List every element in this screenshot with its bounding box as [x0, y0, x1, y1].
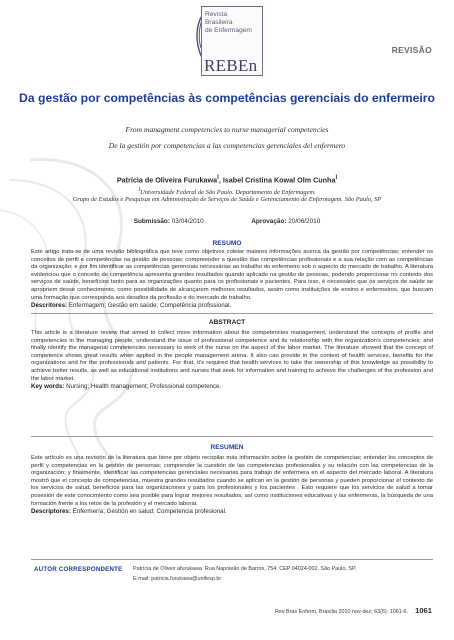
resumo-section	[31, 249, 433, 310]
corresponding-author-email: E-mail: patricia.furukawa@unifesp.br	[133, 576, 222, 582]
approved-label: Aprovação:	[251, 218, 287, 225]
section-divider	[31, 559, 433, 560]
submitted-label: Submissão:	[133, 218, 170, 225]
corresponding-author-label: AUTOR CORRESPONDENTE	[34, 566, 123, 573]
submission-dates	[0, 218, 454, 225]
author-separator: ,	[218, 175, 223, 185]
subtitle-spanish: De la gestión por competencias a las competencias gerenciales del enfermero	[108, 141, 346, 150]
resumo-heading: RESUMO	[212, 240, 242, 247]
subtitle-english: From managment competencies to nurse managerial competencies	[125, 125, 329, 134]
abstract-keywords	[31, 383, 433, 391]
affiliation-mark: I	[138, 187, 141, 193]
abstract-section	[31, 330, 433, 391]
affiliation-text: Universidade Federal de São Paulo. Departamento de Enfermagem.	[140, 189, 316, 197]
affiliation-line	[0, 187, 454, 196]
keywords-label: Descritores:	[31, 302, 68, 310]
resumen-keywords	[31, 508, 433, 516]
submitted-date: 03/04/2010	[171, 218, 204, 225]
abstract-heading: ABSTRACT	[208, 319, 246, 326]
resumo-text: Este artigo trata-se de uma revisão bibliográfica que teve como objetivos coletar maiores informações acerca da gestão por competências; entender os conceitos de perfil e competências na gestão de pessoas; compreender a questão das competências profissionais e a sua relação com as competências da organização; e por fim identificar as competências gerenciais necessárias ao trabalho do enfermeiro sob o aspecto do mercado de trabalho. A literatura evidenciou que o conceito de competência apresenta grandes resultados quando aplicado na gestão de pessoas, podendo proporcionar no contexto dos serviços de saúde, benefícios tanto para as organizações quanto para os profissionais e pacientes. Para isso, é necessário que os serviços de saúde se apropriem desse conhecimento, como possibilidade de alcançarem melhores resultados, assim como instituições de ensino e enfermeiros, que buscam uma formação que corresponda aos desafios da profissão e do mercado de trabalho.	[31, 249, 433, 301]
resumo-keywords	[31, 302, 433, 310]
section-divider	[31, 436, 433, 437]
author-list	[0, 175, 454, 184]
author-affiliation-mark: I	[217, 175, 219, 181]
journal-logo	[193, 6, 269, 78]
approved-date: 20/06/2010	[288, 218, 321, 225]
corresponding-author-address: Patrícia de Oliveir afurukawa. Rua Napoleão de Barros, 754. CEP 04024-002. São Paulo, SP.	[133, 566, 357, 572]
keywords-value: Enfermería; Gestión en salud; Competencia profesional.	[72, 508, 227, 516]
author-affiliation-mark: I	[335, 175, 338, 181]
logo-line-1: Revista	[205, 11, 227, 18]
abstract-text: This article is a literature review that aimed to collect more information about the competencies management, understand the concepts of profile and competencies in the managing people; understand the issue of professional competence and its relationship with the organization's competencies; and finally identify the managerial competencies necessary to work of the nurse on the aspect of the labor market. The literature showed that the concept of competence shows great results when applied in the people management arena. It also can provide in the context of health services, benefits for the organizations and for the professionals and patients. For that, it's required that health services to take the ownership of this knowledge as possibility to achieve better results, as well as educational institutions and nurses that seek for information and training to achieve the challenges of the profession and the labor market.	[31, 330, 433, 382]
footer-citation: Rev Bras Enferm, Brasília 2010 nov-dez; 63(6): 1061-6.	[274, 609, 408, 615]
logo-acronym: REBEn	[204, 56, 258, 75]
keywords-value: Nursing; Health management; Professional competence.	[66, 383, 222, 391]
article-title: Da gestão por competências às competências gerenciais do enfermeiro	[19, 91, 435, 105]
resumen-section	[31, 455, 433, 516]
keywords-label: Key words:	[31, 383, 65, 391]
keywords-value: Enfermagem; Gestão em saúde; Competência profissional.	[68, 302, 232, 310]
resumen-heading: RESUMEN	[210, 444, 244, 451]
logo-line-3: de Enfermagem	[205, 27, 252, 34]
page-number: 1061	[415, 606, 432, 615]
section-divider	[31, 313, 433, 314]
resumen-text: Este artículo es una revisión de la literatura que tiene por objeto recopilar más información sobre la gestión de competencias; entender los conceptos de perfil y competencias en la gestión de personas; comprender la cuestión de las competencias profesionales y su relación con las competencias de la organización; y finalmente, identificar las competencias gerenciales necesarias para trabajo de enfermera en el aspecto del mercado laboral. A literatura mostró que el concepto de competencias, muestra grandes resultados cuando se aplican en la gestión de personas y pueden proporcionar el contexto de los servicios de salud, beneficios para las organizaciones y para los profesionales y los pacientes . Esto requiere que los servicios de salud a tomar posesión de este conocimiento como sea posible para lograr mejores resultados, así como instituciones educativas y las enfermeras, la búsqueda de una formación frente a los retos de la profesión y el mercado laboral.	[31, 455, 433, 507]
author-name: Isabel Cristina Kowal Olm Cunha	[222, 175, 336, 185]
logo-line-2: Brasileira	[205, 19, 233, 26]
keywords-label: Descriptores:	[31, 508, 71, 516]
section-tag: REVISÃO	[391, 45, 432, 55]
author-name: Patrícia de Oliveira Furukawa	[116, 175, 218, 185]
affiliation-line: Grupo de Estudos e Pesquisas em Administração de Serviços de Saúde e Gerenciamento de Enfermagem. São Paulo, SP	[72, 196, 382, 203]
